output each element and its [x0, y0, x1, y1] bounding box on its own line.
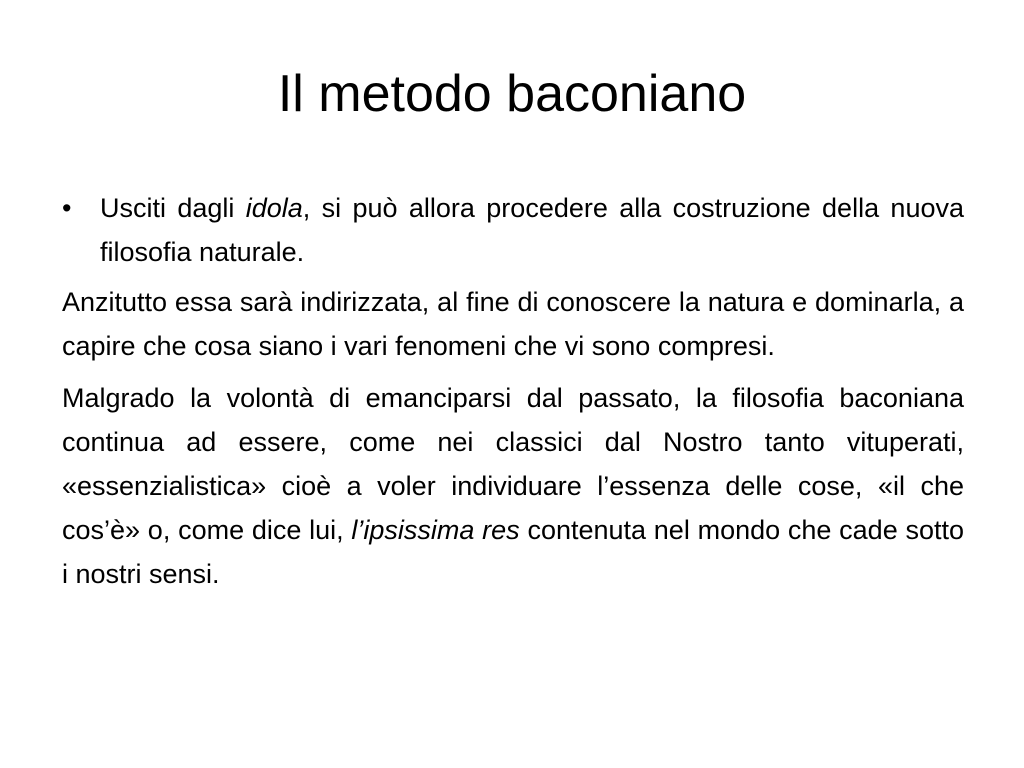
- bullet-marker: •: [62, 193, 72, 223]
- paragraph-2-text-italic: l’ipsissima res: [351, 515, 520, 545]
- slide-title: Il metodo baconiano: [277, 65, 747, 123]
- paragraph-1: Anzitutto essa sarà indirizzata, al fine di conoscere la natura e dominarla, a capire che cosa siano i vari fenomeni che vi sono compresi.: [62, 287, 964, 361]
- bullet-item: [62, 186, 964, 274]
- bullet-text-start: Usciti dagli: [100, 193, 246, 223]
- paragraph-2-text-start: Malgrado la volontà di emanciparsi dal passato, la filosofia baconiana continua ad essere, come nei classici dal Nostro tanto vituperati, «essenzialistica» cioè a voler individuare l’essenza delle cose, «il che cos’è» o, come dice lui,: [62, 383, 964, 545]
- slide-body: [62, 186, 964, 596]
- paragraph-2-text-end: contenuta nel mondo che cade sotto i nostri sensi.: [62, 515, 965, 589]
- bullet-text-italic: idola: [245, 193, 303, 223]
- bullet-text-end: , si può allora procedere alla costruzione della nuova filosofia naturale.: [100, 193, 964, 267]
- paragraph-2: [62, 376, 964, 596]
